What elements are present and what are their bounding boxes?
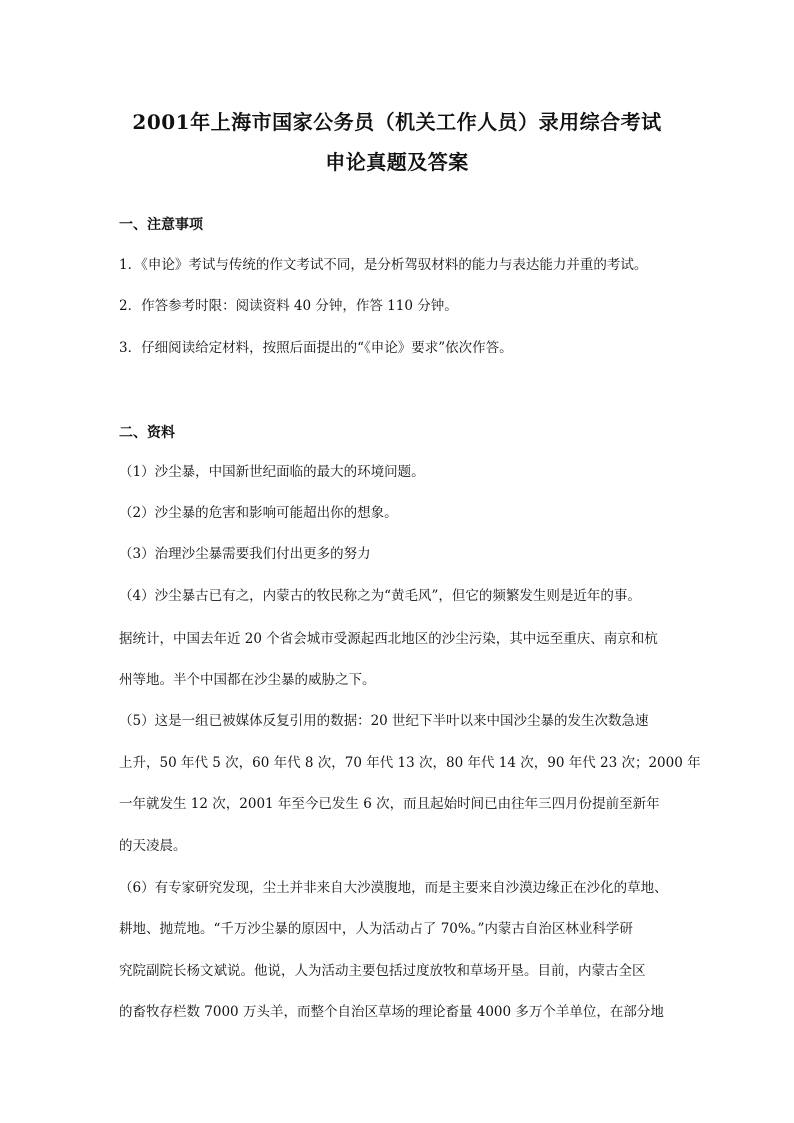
note-item: 1．《申论》考试与传统的作文考试不同，是分析驾驭材料的能力与表达能力并重的考试。 <box>119 257 648 273</box>
material-line: 一年就发生 12 次，2001 年至今已发生 6 次，而且起始时间已由往年三四月份提前至新年 <box>119 796 660 812</box>
document-subtitle: 申论真题及答案 <box>325 150 469 174</box>
material-line: （1）沙尘暴，中国新世纪面临的最大的环境问题。 <box>119 464 425 480</box>
material-line: 据统计，中国去年近 20 个省会城市受源起西北地区的沙尘污染，其中远至重庆、南京和杭 <box>119 631 658 647</box>
document-title: 2001年上海市国家公务员（机关工作人员）录用综合考试 <box>132 110 662 134</box>
material-line: 上升，50 年代 5 次，60 年代 8 次，70 年代 13 次，80 年代 14 次，90 年代 23 次；2000 年 <box>119 755 701 771</box>
material-line: 的畜牧存栏数 7000 万头羊，而整个自治区草场的理论畜量 4000 多万个羊单位，在部分地 <box>119 1004 664 1020</box>
material-line: 的天凌晨。 <box>119 838 187 854</box>
section-heading-notes: 一、注意事项 <box>119 217 203 233</box>
material-line: （4）沙尘暴古已有之，内蒙古的牧民称之为“黄毛风”，但它的频繁发生则是近年的事。 <box>119 588 641 604</box>
material-line: 耕地、抛荒地。“千万沙尘暴的原因中，人为活动占了 70%。”内蒙古自治区林业科学研 <box>119 921 633 937</box>
note-item: 3．仔细阅读给定材料，按照后面提出的“《申论》要求”依次作答。 <box>119 340 513 356</box>
note-item: 2．作答参考时限：阅读资料 40 分钟，作答 110 分钟。 <box>119 298 458 314</box>
material-line: 州等地。半个中国都在沙尘暴的威胁之下。 <box>119 672 376 688</box>
material-line: 究院副院长杨文斌说。他说，人为活动主要包括过度放牧和草场开垦。目前，内蒙古全区 <box>119 963 646 979</box>
section-heading-materials: 二、资料 <box>119 425 175 441</box>
material-line: （2）沙尘暴的危害和影响可能超出你的想象。 <box>119 505 398 521</box>
material-line: （6）有专家研究发现，尘土并非来自大沙漠腹地，而是主要来自沙漠边缘正在沙化的草地、 <box>119 880 668 896</box>
material-line: （5）这是一组已被媒体反复引用的数据：20 世纪下半叶以来中国沙尘暴的发生次数急速 <box>119 713 649 729</box>
material-line: （3）治理沙尘暴需要我们付出更多的努力 <box>119 546 371 562</box>
